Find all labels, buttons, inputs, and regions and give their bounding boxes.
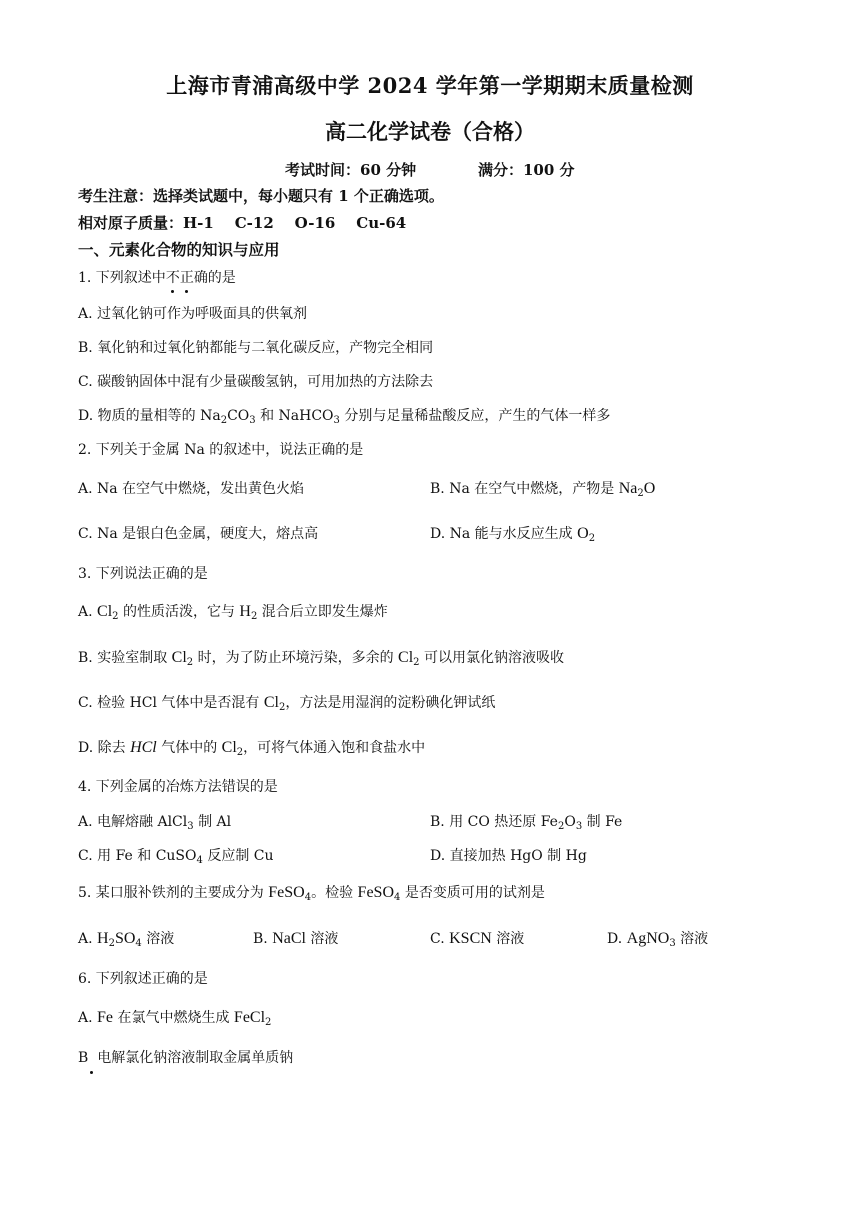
formula: FeSO xyxy=(268,884,305,901)
stem-text: 5. 某口服补铁剂的主要成分为 xyxy=(78,885,269,901)
q2-option-a[interactable]: A. Na 在空气中燃烧，发出黄色火焰 xyxy=(78,481,305,497)
q3-option-d[interactable] xyxy=(78,738,425,758)
q3-option-a[interactable] xyxy=(78,602,388,622)
option-text: 制 Fe xyxy=(582,814,623,830)
option-text: C. 用 Fe 和 CuSO xyxy=(78,848,197,864)
q1-option-a[interactable]: A. 过氧化钠可作为呼吸面具的供氧剂 xyxy=(78,306,308,322)
q5-option-d[interactable] xyxy=(607,929,708,949)
q2-option-c[interactable]: C. Na 是银白色金属，硬度大，熔点高 xyxy=(78,526,319,542)
option-text: 反应制 Cu xyxy=(202,848,274,864)
q2-option-d[interactable] xyxy=(430,524,595,544)
q3-option-b[interactable] xyxy=(78,648,564,668)
subscript: 2 xyxy=(186,657,194,668)
q3-option-c[interactable] xyxy=(78,693,495,713)
subscript: 4 xyxy=(196,855,203,866)
subscript: 2 xyxy=(108,938,115,949)
q4-option-a[interactable] xyxy=(78,812,231,832)
option-text: 溶液 xyxy=(491,931,525,947)
q1-option-d[interactable] xyxy=(78,406,610,426)
option-text: 制 Al xyxy=(193,814,232,830)
subscript: 3 xyxy=(333,415,340,426)
q5-option-a[interactable] xyxy=(78,929,174,949)
option-text: D. 物质的量相等的 Na xyxy=(78,408,221,424)
formula: HCl xyxy=(130,739,157,756)
q1-option-b[interactable]: B. 氧化钠和过氧化钠都能与二氧化碳反应，产物完全相同 xyxy=(78,340,434,356)
exam-notice: 考生注意：选择类试题中，每小题只有 1 个正确选项。 xyxy=(78,187,444,205)
stem-text: 是否变质可用的试剂是 xyxy=(400,885,545,901)
option-text: B. 实验室制取 xyxy=(78,650,172,666)
subscript: 2 xyxy=(637,488,644,499)
option-text: 的性质活泼，它与 xyxy=(118,604,240,620)
subscript: 2 xyxy=(250,611,258,622)
formula: FeSO xyxy=(357,884,394,901)
option-text: 在氯气中燃烧生成 xyxy=(113,1010,234,1026)
question-2-stem: 2. 下列关于金属 Na 的叙述中，说法正确的是 xyxy=(78,442,364,458)
period-mark xyxy=(90,1071,93,1074)
subscript: 2 xyxy=(588,533,596,544)
option-text: 时，为了防止环境污染，多余的 xyxy=(193,650,399,666)
formula: O xyxy=(643,480,656,497)
q6-option-a[interactable] xyxy=(78,1008,271,1028)
formula: FeCl xyxy=(233,1009,266,1026)
option-text: A. xyxy=(78,604,98,620)
option-text: D. xyxy=(607,931,627,947)
section-title: 一、元素化合物的知识与应用 xyxy=(78,240,280,259)
option-text: CO xyxy=(227,408,250,424)
formula: Cl xyxy=(221,739,237,756)
subscript: 3 xyxy=(187,821,194,832)
stem-text: 确的是 xyxy=(193,270,236,286)
subscript: 2 xyxy=(413,657,420,668)
q5-option-b[interactable] xyxy=(253,929,338,949)
q6-option-b[interactable]: B 电解氯化钠溶液制取金属单质钠 xyxy=(78,1050,294,1066)
q4-option-b[interactable] xyxy=(430,812,622,832)
q5-option-c[interactable] xyxy=(430,929,524,949)
question-6-stem: 6. 下列叙述正确的是 xyxy=(78,971,208,987)
q1-option-c[interactable]: C. 碳酸钠固体中混有少量碳酸氢钠，可用加热的方法除去 xyxy=(78,374,434,390)
option-text: C. xyxy=(430,931,450,947)
formula: NaCl xyxy=(272,930,306,947)
option-text: B. xyxy=(253,931,273,947)
subscript: 3 xyxy=(249,415,256,426)
subscript: 2 xyxy=(265,1017,272,1028)
option-text: B. 用 CO 热还原 Fe xyxy=(430,814,558,830)
option-text: 分别与足量稀盐酸反应，产生的气体一样多 xyxy=(339,408,611,424)
exam-subtitle: 高二化学试卷（合格） xyxy=(325,119,535,144)
option-text: 气体中的 xyxy=(156,740,222,756)
question-1-stem xyxy=(78,268,236,288)
formula: AgNO xyxy=(626,930,670,947)
question-4-stem: 4. 下列金属的冶炼方法错误的是 xyxy=(78,779,278,795)
formula: KSCN xyxy=(449,930,492,947)
subscript: 2 xyxy=(279,702,286,713)
option-text: B. Na 在空气中燃烧，产物是 xyxy=(430,481,619,497)
option-text: 和 NaHCO xyxy=(255,408,334,424)
q4-option-d[interactable]: D. 直接加热 HgO 制 Hg xyxy=(430,848,587,864)
exam-time: 考试时间：60 分钟 xyxy=(285,161,417,179)
option-text: ，方法是用湿润的淀粉碘化钾试纸 xyxy=(285,695,496,711)
option-text: O xyxy=(564,814,576,830)
subscript: 4 xyxy=(394,892,401,903)
subscript: 2 xyxy=(236,747,244,758)
formula: Cl xyxy=(171,649,187,666)
option-text: 溶液 xyxy=(141,931,175,947)
formula: H xyxy=(239,603,251,620)
option-text: D. Na 能与水反应生成 xyxy=(430,526,578,542)
option-text: 可以用氯化钠溶液吸收 xyxy=(419,650,564,666)
stem-text: 。检验 xyxy=(311,885,358,901)
formula: SO xyxy=(114,930,136,947)
subscript: 4 xyxy=(304,892,312,903)
subscript: 3 xyxy=(575,821,583,832)
option-text: 溶液 xyxy=(675,931,709,947)
formula: Cl xyxy=(398,649,414,666)
option-text: 溶液 xyxy=(305,931,339,947)
option-text: 混合后立即发生爆炸 xyxy=(257,604,388,620)
exam-title: 上海市青浦高级中学 2024 学年第一学期期末质量检测 xyxy=(166,73,694,98)
subscript: 2 xyxy=(220,415,228,426)
question-5-stem xyxy=(78,883,545,903)
option-text: A. xyxy=(78,931,98,947)
formula: Na xyxy=(618,480,638,497)
option-text: C. 检验 HCl 气体中是否混有 xyxy=(78,695,264,711)
option-text: A. 电解熔融 AlCl xyxy=(78,814,188,830)
subscript: 2 xyxy=(112,611,119,622)
formula: Cl xyxy=(263,694,279,711)
q2-option-b[interactable] xyxy=(430,479,655,499)
formula: Cl xyxy=(97,603,113,620)
stem-text: 1. 下列叙述中 xyxy=(78,270,166,286)
formula: Fe xyxy=(97,1009,114,1026)
option-text: ，可将气体通入饱和食盐水中 xyxy=(243,740,426,756)
subscript: 3 xyxy=(669,938,676,949)
atomic-mass-table: 相对原子质量：H-1 C-12 O-16 Cu-64 xyxy=(78,214,407,232)
formula: H xyxy=(97,930,109,947)
formula: O xyxy=(577,525,589,542)
subscript: 2 xyxy=(557,821,565,832)
q4-option-c[interactable] xyxy=(78,846,274,866)
question-3-stem: 3. 下列说法正确的是 xyxy=(78,566,208,582)
full-score: 满分：100 分 xyxy=(478,161,575,179)
option-text: A. xyxy=(78,1010,98,1026)
emphasis-char: 正 xyxy=(179,270,194,286)
option-text: D. 除去 xyxy=(78,740,131,756)
emphasis-char: 不 xyxy=(165,270,180,286)
subscript: 4 xyxy=(135,938,142,949)
